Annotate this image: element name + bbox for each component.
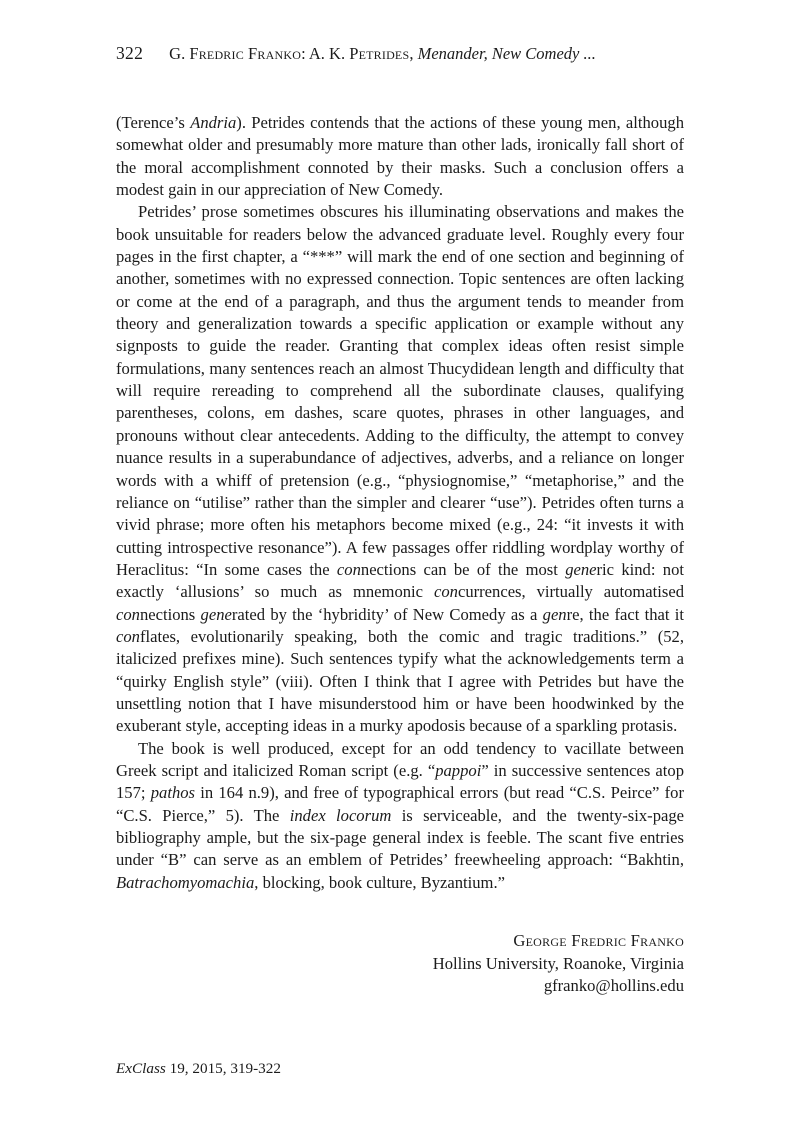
p1-seg-1: (Terence’s [116, 113, 191, 132]
reviewer-name: George Fredric Franko [513, 931, 684, 950]
header-colon-initials: : A. K. [301, 44, 350, 63]
footer-volume-year-pages: 19, 2015, 319-322 [165, 1060, 281, 1077]
running-head [116, 42, 684, 65]
p3-seg-1: The book is well produced, except for an odd tendency to vacillate between Greek script and italicized Roman script (e.g. “ [116, 738, 684, 780]
p2-prefix-gene-1: gene [565, 559, 597, 579]
p2-after-gen-1: re, the fact that it [566, 604, 684, 624]
header-author-first: Fredric [189, 44, 244, 63]
p2-after-gene-1: ric kind: not exactly ‘allusions’ so much as mnemonic [116, 559, 684, 602]
paragraph-1 [116, 112, 684, 201]
header-comma: , [409, 44, 418, 63]
p2-after-con-2: currences, virtually automatised [457, 582, 684, 602]
p2-after-con-4: flates, evolutionarily speaking, both the comic and tragic traditions.” (52, italicized prefixes mine). Such sentences typify what the acknowledgements term a “quirky English style” (viii). Often I think that I agree with Petrides but have the unsettling notion that I have misunderstood him or have been hoodwinked by the exuberant style, accepting ideas in a murky apodosis because of a sparkling protasis. [116, 626, 684, 736]
p3-seg-7: is serviceable, and the twenty-six-page bibliography ample, but the six-page general index is feeble. The scant five entries under “B” can serve as an emblem of Petrides’ freewheeling approach: “Bakhtin, [116, 805, 685, 870]
p3-term-index-locorum: index locorum [289, 805, 392, 825]
paragraph-2 [116, 201, 684, 737]
body-text-column [116, 112, 684, 894]
p3-term-batrachomyomachia: Batrachomyomachia [116, 872, 255, 892]
paragraph-3 [116, 738, 684, 894]
p2-after-con-1: nections can be of the most [360, 559, 566, 579]
p3-seg-5: in 164 n.9), and free of typographical errors (but read “C.S. Peirce” for “C.S. Pierce,” 5). The [116, 783, 684, 825]
header-author-initial: G. [169, 44, 190, 63]
header-reviewed-author: Petrides [349, 44, 410, 63]
p2-prefix-gen-1: gen [542, 604, 567, 624]
p2-main-text: Petrides’ prose sometimes obscures his illuminating observations and makes the book unsuitable for readers below the advanced graduate level. Roughly every four pages in the first chapter, a “***” will mark the end of one section and beginning of another, sometimes with no expressed connection. Topic sentences are often lacking or come at the end of a paragraph, and thus the argument tends to meander from theory and generalization towards a specific application or example without any signposts to guide the reader. Granting that complex ideas often resist simple formulations, many sentences reach an almost Thucydidean length and difficulty that will require rereading to comprehend all the subordinate clauses, qualifying parentheses, colons, em dashes, scare quotes, phrases in other languages, and pronouns without clear antecedents. Adding to the difficulty, the attempt to convey nuance results in a superabundance of adjectives, adverbs, and a reliance on longer words with a whiff of pretension (e.g., “physiognomise,” “metaphorise,” and the reliance on “utilise” rather than the simpler and clearer “use”). Petrides often turns a vivid phrase; more often his metaphors become mixed (e.g., 24: “it invests it with cutting introspective resonance”). A few passages offer riddling wordplay worthy of Heraclitus: “In some cases the [116, 202, 684, 579]
p2-prefix-con-2: con [433, 582, 458, 602]
p3-seg-3: ” in successive sentences atop 157; [116, 760, 684, 803]
p2-prefix-con-3: con [116, 604, 140, 624]
reviewer-email: gfranko@hollins.edu [543, 976, 684, 996]
p2-after-con-3: nections [139, 604, 201, 624]
reviewer-affiliation: Hollins University, Roanoke, Virginia [432, 953, 684, 973]
header-book-title: Menander, New Comedy ... [417, 44, 596, 63]
footer-citation [116, 1059, 684, 1079]
p3-term-pathos: pathos [150, 783, 195, 803]
p2-prefix-gene-2: gene [200, 604, 232, 624]
footer-journal-name: ExClass [116, 1060, 166, 1077]
signature-block [116, 930, 684, 998]
p2-prefix-con-1: con [336, 559, 361, 579]
p1-title-andria: Andria [190, 113, 237, 132]
p1-seg-3: ). Petrides contends that the actions of these young men, although somewhat older and presumably more mature than other lads, ironically fall short of the moral accomplishment connoted by their masks. Such a conclusion offers a modest gain in our appreciation of New Comedy. [116, 113, 684, 200]
p3-seg-9: , blocking, book culture, Byzantium.” [254, 872, 505, 892]
p2-after-gene-2: rated by the ‘hybridity’ of New Comedy as a [231, 604, 543, 624]
p2-prefix-con-4: con [116, 626, 140, 646]
p3-term-pappoi: pappoi [435, 760, 482, 780]
header-author-last: Franko [248, 44, 302, 63]
page-number: 322 [116, 43, 144, 63]
